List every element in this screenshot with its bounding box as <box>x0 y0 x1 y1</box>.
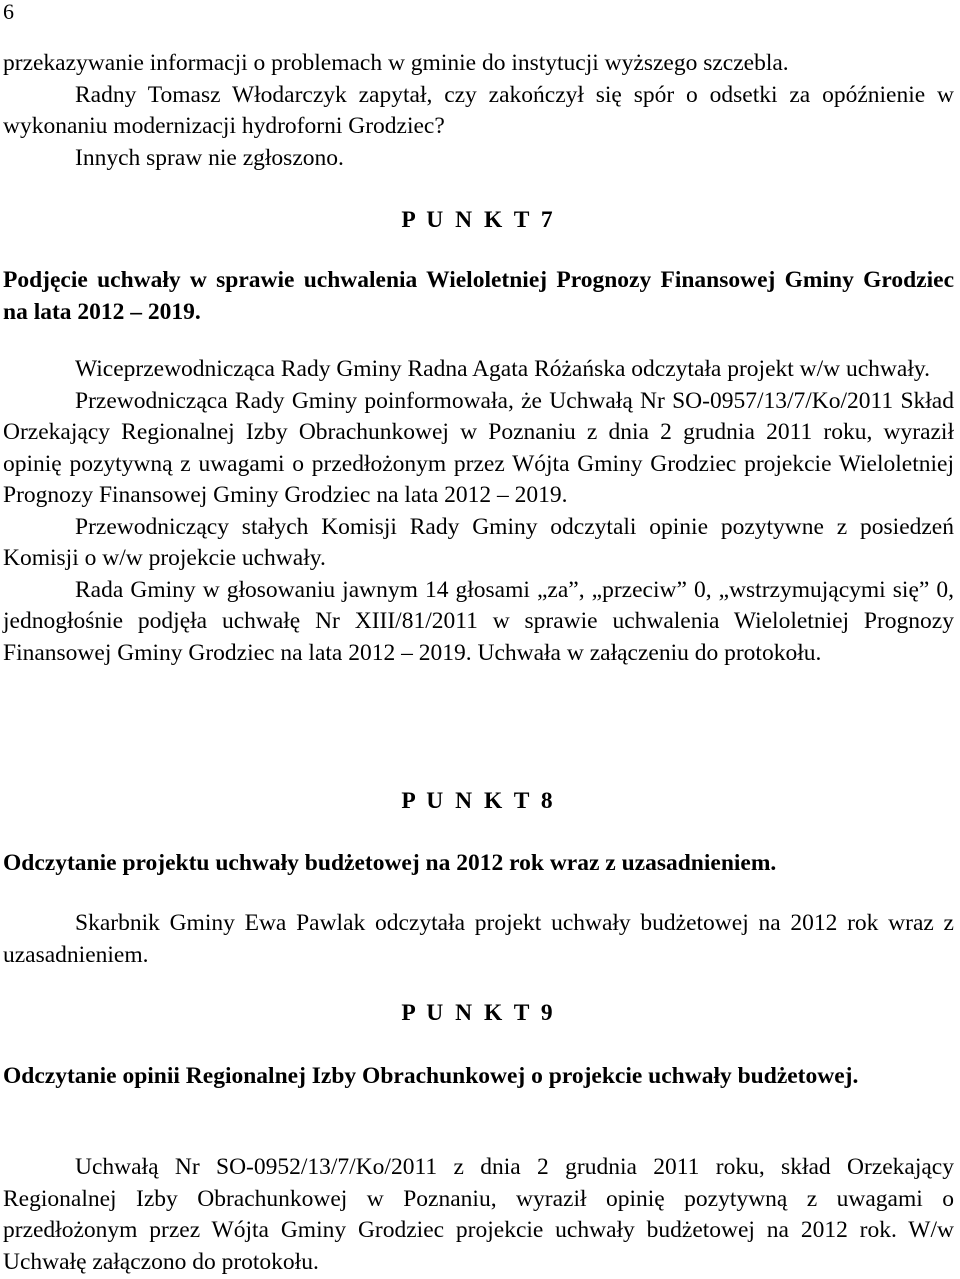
section-heading-punkt-8: P U N K T 8 <box>401 788 556 814</box>
section-heading-punkt-7: P U N K T 7 <box>401 207 556 233</box>
section-title-punkt-9 <box>3 1061 954 1093</box>
paragraph: Wiceprzewodnicząca Rady Gminy Radna Agata Różańska odczytała projekt w/w uchwały. <box>75 356 930 382</box>
paragraph: Skarbnik Gminy Ewa Pawlak odczytała projekt uchwały budżetowej na 2012 rok wraz z uzasadnieniem. <box>3 910 954 968</box>
paragraph: Przewodniczący stałych Komisji Rady Gminy odczytali opinie pozytywne z posiedzeń Komisji o w/w projekcie uchwały. <box>3 513 954 571</box>
section-title: Odczytanie opinii Regionalnej Izby Obrachunkowej o projekcie uchwały budżetowej. <box>3 1063 859 1089</box>
section-title-punkt-8 <box>3 848 954 880</box>
paragraph: Przewodnicząca Rady Gminy poinformowała, że Uchwałą Nr SO-0957/13/7/Ko/2011 Skład Orzekający Regionalnej Izby Obrachunkowej w Poznaniu z dnia 2 grudnia 2011 roku, wyraził opinię pozytywną z uwagami o przedłożonym przez Wójta Gminy Grodziec projekcie Wieloletniej Prognozy Finansowej Gminy Grodziec na lata 2012 – 2019. <box>3 387 954 508</box>
paragraph: Innych spraw nie zgłoszono. <box>75 144 344 171</box>
paragraph: przekazywanie informacji o problemach w gminie do instytucji wyższego szczebla. <box>3 50 789 76</box>
paragraph: Uchwałą Nr SO-0952/13/7/Ko/2011 z dnia 2 grudnia 2011 roku, skład Orzekający Regionalnej Izby Obrachunkowej w Poznaniu, wyraził opinię pozytywną z uwagami o przedłożonym przez Wójta Gminy Grodziec projekcie uchwały budżetowej na 2012 rok. W/w Uchwałę załączono do protokołu. <box>3 1154 954 1275</box>
section-body-punkt-9 <box>3 1152 954 1278</box>
section-title: Odczytanie projektu uchwały budżetowej na 2012 rok wraz z uzasadnieniem. <box>3 850 777 876</box>
section-title: Podjęcie uchwały w sprawie uchwalenia Wieloletniej Prognozy Finansowej Gminy Grodziec na lata 2012 – 2019. <box>3 267 954 325</box>
paragraph: Radny Tomasz Włodarczyk zapytał, czy zakończył się spór o odsetki za opóźnienie w wykonaniu modernizacji hydroforni Grodziec? <box>3 81 954 139</box>
section-body-punkt-7 <box>3 354 954 669</box>
section-heading-punkt-9: P U N K T 9 <box>401 1000 556 1026</box>
continuation-section <box>3 48 954 174</box>
section-title-punkt-7 <box>3 265 954 328</box>
paragraph: Rada Gminy w głosowaniu jawnym 14 głosami „za”, „przeciw” 0, „wstrzymującymi się” 0, jednogłośnie podjęła uchwałę Nr XIII/81/2011 w sprawie uchwalenia Wieloletniej Prognozy Finansowej Gminy Grodziec na lata 2012 – 2019. Uchwała w załączeniu do protokołu. <box>3 576 954 666</box>
section-body-punkt-8 <box>3 908 954 971</box>
page-number: 6 <box>3 0 14 24</box>
